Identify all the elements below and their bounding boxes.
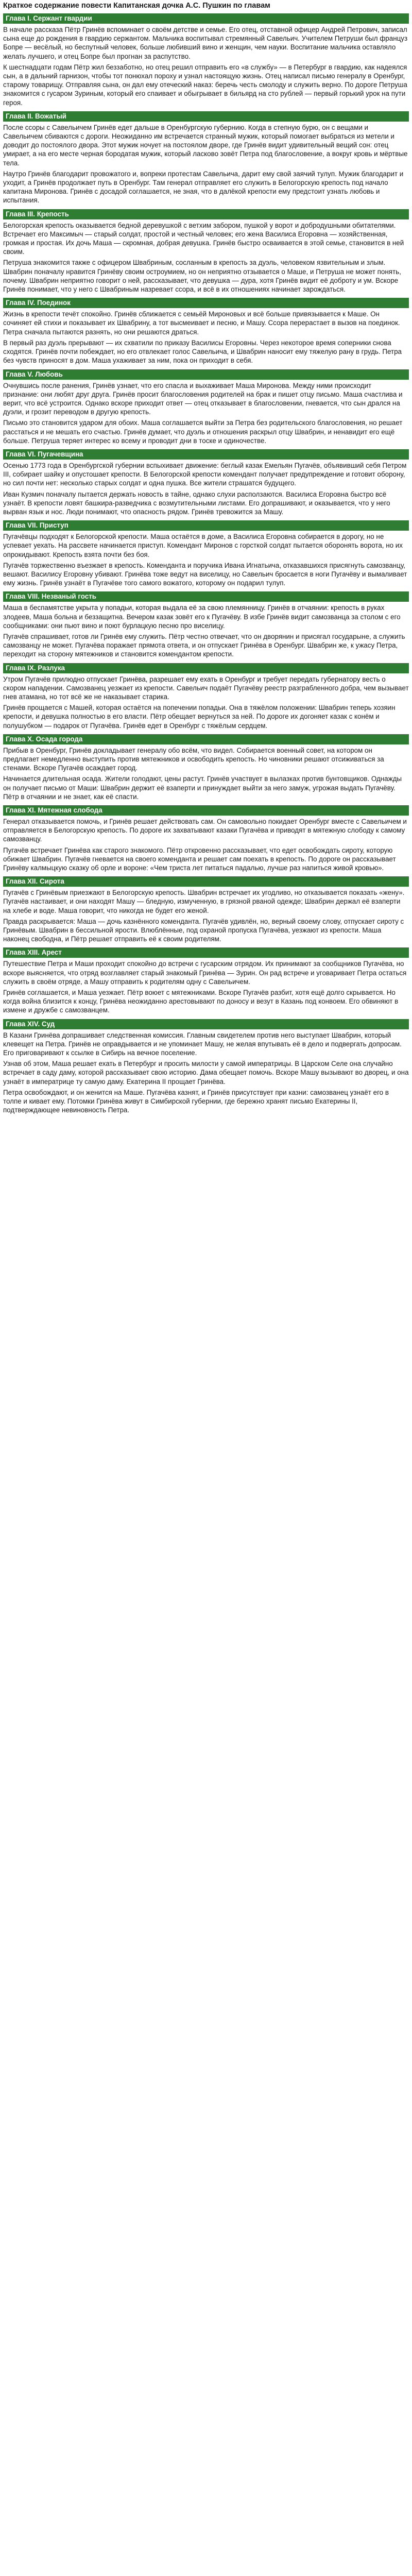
paragraph: В Казани Гринёва допрашивает следственная комиссия. Главным свидетелем против него выступает Швабрин, который клевещет на Петра. Гринёв не оправдывается и не упоминает Машу, не желая впутывать её в дело и подвергать допросам. Его приговаривают к ссылке в Сибирь на вечное поселение. xyxy=(3,1031,402,1057)
document-page xyxy=(0,0,412,1115)
chapter-heading: Глава XIV. Суд xyxy=(3,1019,409,1029)
paragraph: Гринёв прощается с Машей, которая остаётся на попечении попадьи. Она в тяжёлом положении: Швабрин теперь хозяин крепости, и девушка полностью в его власти. Пётр обещает вернуться за ней. По дороге их догоняет казак с конём и полушубком — подарок от Пугачёва. Гринёв едет в Оренбург с тяжёлым сердцем. xyxy=(3,704,396,730)
paragraph: Генерал отказывается помочь, и Гринёв решает действовать сам. Он самовольно покидает Оренбург вместе с Савельичем и отправляется в Белогорскую крепость. По дороге их захватывают казаки Пугачёва и приводят в мятежную слободу к самому самозванцу. xyxy=(3,818,407,843)
paragraph: Утром Пугачёв прилюдно отпускает Гринёва, разрешает ему ехать в Оренбург и требует передать губернатору весть о скором нападении. Самозванец уезжает из крепости. Савельич подаёт Пугачёву реестр разграбленного добра, чем вызывает гнев атамана, но тот всё же не наказывает старика. xyxy=(3,675,409,701)
chapter-heading: Глава III. Крепость xyxy=(3,209,409,219)
paragraph: После ссоры с Савельичем Гринёв едет дальше в Оренбургскую губернию. Когда в степную бурю, он с вещами и Савельичем сбиваются с дороги. Неожиданно им встречается странный мужик, который помогает выбраться из метели и доводит до постоялого двора. Этот мужик ночует на постоялом дворе, где Гринёв видит удивительный вещий сон: отец умирает, а на его месте черная бородатая мужик, который ласково зовёт Петра под благословение, а вокруг кровь и мёртвые тела. xyxy=(3,123,408,167)
paragraph: Прибыв в Оренбург, Гринёв докладывает генералу обо всём, что видел. Собирается военный совет, на котором он предлагает немедленно выступить против мятежников и освободить крепость. Но чиновники решают отсиживаться за стенами. Вскоре Пугачёв осаждает город. xyxy=(3,746,384,772)
paragraph: Узнав об этом, Маша решает ехать в Петербург и просить милости у самой императрицы. В Царском Селе она случайно встречает в саду даму, которой рассказывает свою историю. Дама обещает помочь. Вскоре Машу вызывают во дворец, и она узнаёт в императрице ту самую даму. Екатерина II прощает Гринёва. xyxy=(3,1060,409,1086)
chapter xyxy=(3,1019,409,1115)
chapter-heading: Глава XII. Сирота xyxy=(3,876,409,887)
paragraph: Жизнь в крепости течёт спокойно. Гринёв сближается с семьёй Мироновых и всё больше привязывается к Маше. Он сочиняет ей стихи и показывает их Швабрину, а тот высмеивает и песню, и Машу. Ссора перерастает в вызов на поединок. Петра сначала пытаются разнять, но они решаются драться. xyxy=(3,310,400,336)
chapter-heading: Глава XI. Мятежная слобода xyxy=(3,805,409,816)
chapter-heading: Глава V. Любовь xyxy=(3,369,409,380)
paragraph: Петруша знакомится также с офицером Швабриным, сосланным в крепость за дуэль, человеком язвительным и злым. Швабрин поначалу нравится Гринёву своим остроумием, но он неприятно отзывается о Маше, и Петруша не может понять, почему. Швабрин неприятно говорит о ней, рассказывает, что девушка — дура, хотя Гринёв видит её доброту и ум. Вскоре Гринёв понимает, что у него с Швабриным назревает ссора, и всё в их отношениях начинает зарождаться. xyxy=(3,259,401,294)
chapter-heading: Глава IX. Разлука xyxy=(3,663,409,673)
chapter-heading: Глава XIII. Арест xyxy=(3,947,409,958)
chapter xyxy=(3,947,409,1014)
chapter xyxy=(3,13,409,107)
chapter xyxy=(3,298,409,365)
paragraph: В первый раз дуэль прерывают — их схватили по приказу Василисы Егоровны. Через некоторое время соперники снова сходятся. Гринёв почти побеждает, но его отвлекает голос Савельича, и Швабрин наносит ему тяжелую рану в грудь. Петра без чувств приносят в дом. Маша ухаживает за ним, пока он приходит в себя. xyxy=(3,338,402,365)
chapter-heading: Глава VII. Приступ xyxy=(3,520,409,531)
paragraph: Иван Кузмич поначалу пытается держать новость в тайне, однако слухи расползаются. Василиса Егоровна быстро всё узнаёт. В крепости ловят башкира-разведчика с возмутительными листами. Его допрашивают, и оказывается, что у него вырван язык и нос. Люди понимают, что опасность рядом. Гринёв тревожится за Машу. xyxy=(3,490,390,516)
chapter xyxy=(3,591,409,658)
paragraph: Пугачёвцы подходят к Белогорской крепости. Маша остаётся в доме, а Василиса Егоровна собирается в дорогу, но не успевает уехать. На рассвете начинается приступ. Комендант Миронов с горсткой солдат пытается оборонять ворота, но их опрокидывают. Крепость взята почти без боя. xyxy=(3,533,403,558)
chapter-heading: Глава II. Вожатый xyxy=(3,111,409,122)
paragraph: К шестнадцати годам Пётр жил беззаботно, но отец решил отправить его «в службу» — в Петербург в гвардию, как надеялся сын, а в дальний гарнизон, чтобы тот понюхал пороху и узнал настоящую жизнь. Отец написал письмо генералу в Оренбург, старому товарищу. Отправляя сына, он дал ему отеческий наказ: беречь честь смолоду и служить верно. По дороге Петруша знакомится с гусаром Зуриным, который его спаивает и обыгрывает в бильярд на сто рублей — первый горький урок на пути героя. xyxy=(3,63,407,107)
paragraph: Белогорская крепость оказывается бедной деревушкой с ветхим забором, пушкой у ворот и добродушными обитателями. Встречает его Максимыч — старый солдат, простой и честный человек; его жена Василиса Егоровна — хозяйственная, громкая и простая. Их дочь Маша — скромная, добрая девушка. Гринёв быстро осваивается в этой семье, становится в ней своим. xyxy=(3,221,404,256)
paragraph: Пугачёв спрашивает, готов ли Гринёв ему служить. Пётр честно отвечает, что он дворянин и присягал государыне, а служить самозванцу не может. Пугачёва поражает прямота ответа, и он отпускает Гринёва в Оренбург. Швабрин же, к ужасу Петра, переходит на сторону мятежников и становится комендантом крепости. xyxy=(3,632,405,658)
chapter xyxy=(3,876,409,943)
paragraph: Очнувшись после ранения, Гринёв узнает, что его спасла и выхаживает Маша Миронова. Между ними происходит признание: они любят друг друга. Гринёв просит благословения родителей на брак и пишет отцу письмо. Маша счастлива и верит, что всё устроится. Однако вскоре приходит ответ — отец отказывает в благословении, гневается, что сын дрался на дуэли, и грозит переводом в другую крепость. xyxy=(3,381,403,416)
chapter-heading: Глава X. Осада города xyxy=(3,734,409,744)
paragraph: Наутро Гринёв благодарит провожатого и, вопреки протестам Савельича, дарит ему свой заячий тулуп. Мужик благодарит и уходит, а Гринёв продолжает путь в Оренбург. Там генерал отправляет его служить в Белогорскую крепость под начало капитана Миронова. Гринёв с досадой соглашается, не зная, что в далёкой крепости ему предстоит узнать любовь и испытания. xyxy=(3,170,404,205)
chapter xyxy=(3,663,409,730)
chapter xyxy=(3,369,409,445)
document-title: Краткое содержание повести Капитанская дочка А.С. Пушкин по главам xyxy=(3,2,270,10)
chapter xyxy=(3,209,409,294)
paragraph: Гринёв соглашается, и Маша уезжает. Пётр воюет с мятежниками. Вскоре Пугачёв разбит, хотя ещё долго скрывается. Но когда война близится к концу, Гринёва неожиданно арестовывают по доносу и везут в Казань под конвоем. Его обвиняют в измене и дружбе с самозванцем. xyxy=(3,989,399,1014)
paragraph: Письмо это становится ударом для обоих. Маша соглашается выйти за Петра без родительского благословения, но решает расстаться и не мешать его счастью. Гринёв думает, что дуэль и отношения раскрыл отцу Швабрин, и ненавидит его ещё больше. Петруша теряет интерес ко всему и проводит дни в тоске и одиночестве. xyxy=(3,419,403,445)
paragraph: Правда раскрывается: Маша — дочь казнённого коменданта. Пугачёв удивлён, но, верный своему слову, отпускает сироту с Гринёвым. Швабрин в бессильной ярости. Влюблённые, под охраной пропуска Пугачёва, уезжают из крепости. Маша наконец свободна, и Пётр решает отправить её к своим родителям. xyxy=(3,917,404,943)
chapter-heading: Глава VI. Пугачевщина xyxy=(3,449,409,460)
paragraph: Маша в беспамятстве укрыта у попадьи, которая выдала её за свою племянницу. Гринёв в отчаянии: крепость в руках злодеев, Маша больна и беззащитна. Вечером казак зовёт его к Пугачёву. В избе Гринёв видит самозванца за столом с его сообщниками: они пьют вино и поют бурлацкую песню про виселицу. xyxy=(3,604,401,630)
paragraph: Путешествие Петра и Маши проходит спокойно до встречи с гусарским отрядом. Их принимают за сообщников Пугачёва, но вскоре выясняется, что отряд возглавляет старый знакомый Гринёва — Зурин. Он рад встрече и уговаривает Петра остаться служить в своём отряде, а Машу отправить к родителям одну с Савельичем. xyxy=(3,960,407,986)
paragraph: Пугачёв торжественно въезжает в крепость. Коменданта и поручика Ивана Игнатьича, отказавшихся присягнуть самозванцу, вешают. Василису Егоровну убивают. Гринёва тоже ведут на виселицу, но Савельич бросается в ноги Пугачёву и вымаливает ему жизнь. Гринёв узнаёт в Пугачёве того самого вожатого, которому он подарил тулуп. xyxy=(3,561,407,587)
paragraph: Начинается длительная осада. Жители голодают, цены растут. Гринёв участвует в вылазках против бунтовщиков. Однажды он получает письмо от Маши: Швабрин держит её взаперти и принуждает выйти за него замуж, угрожая выдать Пугачёву. Пётр в отчаянии и не знает, как её спасти. xyxy=(3,775,402,801)
chapter xyxy=(3,449,409,516)
paragraph: В начале рассказа Пётр Гринёв вспоминает о своём детстве и семье. Его отец, отставной офицер Андрей Петрович, записал сына еще до рождения в гвардию сержантом. Мальчика воспитывал стремянный Савельич. Учителем Петруши был француз Бопре — весёлый, но беспутный человек, больше любивший вино и женщин, чем науки. Воспитание мальчика оставляло желать лучшего, и отец Бопре был прогнан за распутство. xyxy=(3,26,408,60)
chapter xyxy=(3,734,409,801)
paragraph: Пугачёв с Гринёвым приезжают в Белогорскую крепость. Швабрин встречает их угодливо, но отказывается показать «жену». Пугачёв настаивает, и они находят Машу — бледную, измученную, в грязной рваной одежде; Швабрин держал её взаперти на хлебе и воде. Маша говорит, что никогда не будет его женой. xyxy=(3,889,405,914)
chapter-heading: Глава I. Сержант гвардии xyxy=(3,13,409,24)
paragraph: Пугачёв встречает Гринёва как старого знакомого. Пётр откровенно рассказывает, что едет освобождать сироту, которую обижает Швабрин. Пугачёв гневается на своего коменданта и решает сам поехать в крепость. По дороге он рассказывает Гринёву калмыцкую сказку об орле и вороне: «Чем триста лет питаться падалью, лучше раз напиться живой кровью». xyxy=(3,846,396,872)
chapter xyxy=(3,805,409,872)
chapter xyxy=(3,111,409,205)
paragraph: Петра освобождают, и он женится на Маше. Пугачёва казнят, и Гринёв присутствует при казни: самозванец узнаёт его в толпе и кивает ему. Потомки Гринёва живут в Симбирской губернии, где бережно хранят письмо Екатерины II, подтверждающее невиновность Петра. xyxy=(3,1088,389,1114)
paragraph: Осенью 1773 года в Оренбургской губернии вспыхивает движение: беглый казак Емельян Пугачёв, объявивший себя Петром III, собирает шайку и опустошает крепости. В Белогорской крепости комендант получает предупреждение и готовит оборону, но сил почти нет: несколько старых солдат и одна пушка. Все жители страшатся будущего. xyxy=(3,461,407,487)
chapter-heading: Глава VIII. Незваный гость xyxy=(3,591,409,602)
chapter-heading: Глава IV. Поединок xyxy=(3,298,409,308)
chapter xyxy=(3,520,409,587)
